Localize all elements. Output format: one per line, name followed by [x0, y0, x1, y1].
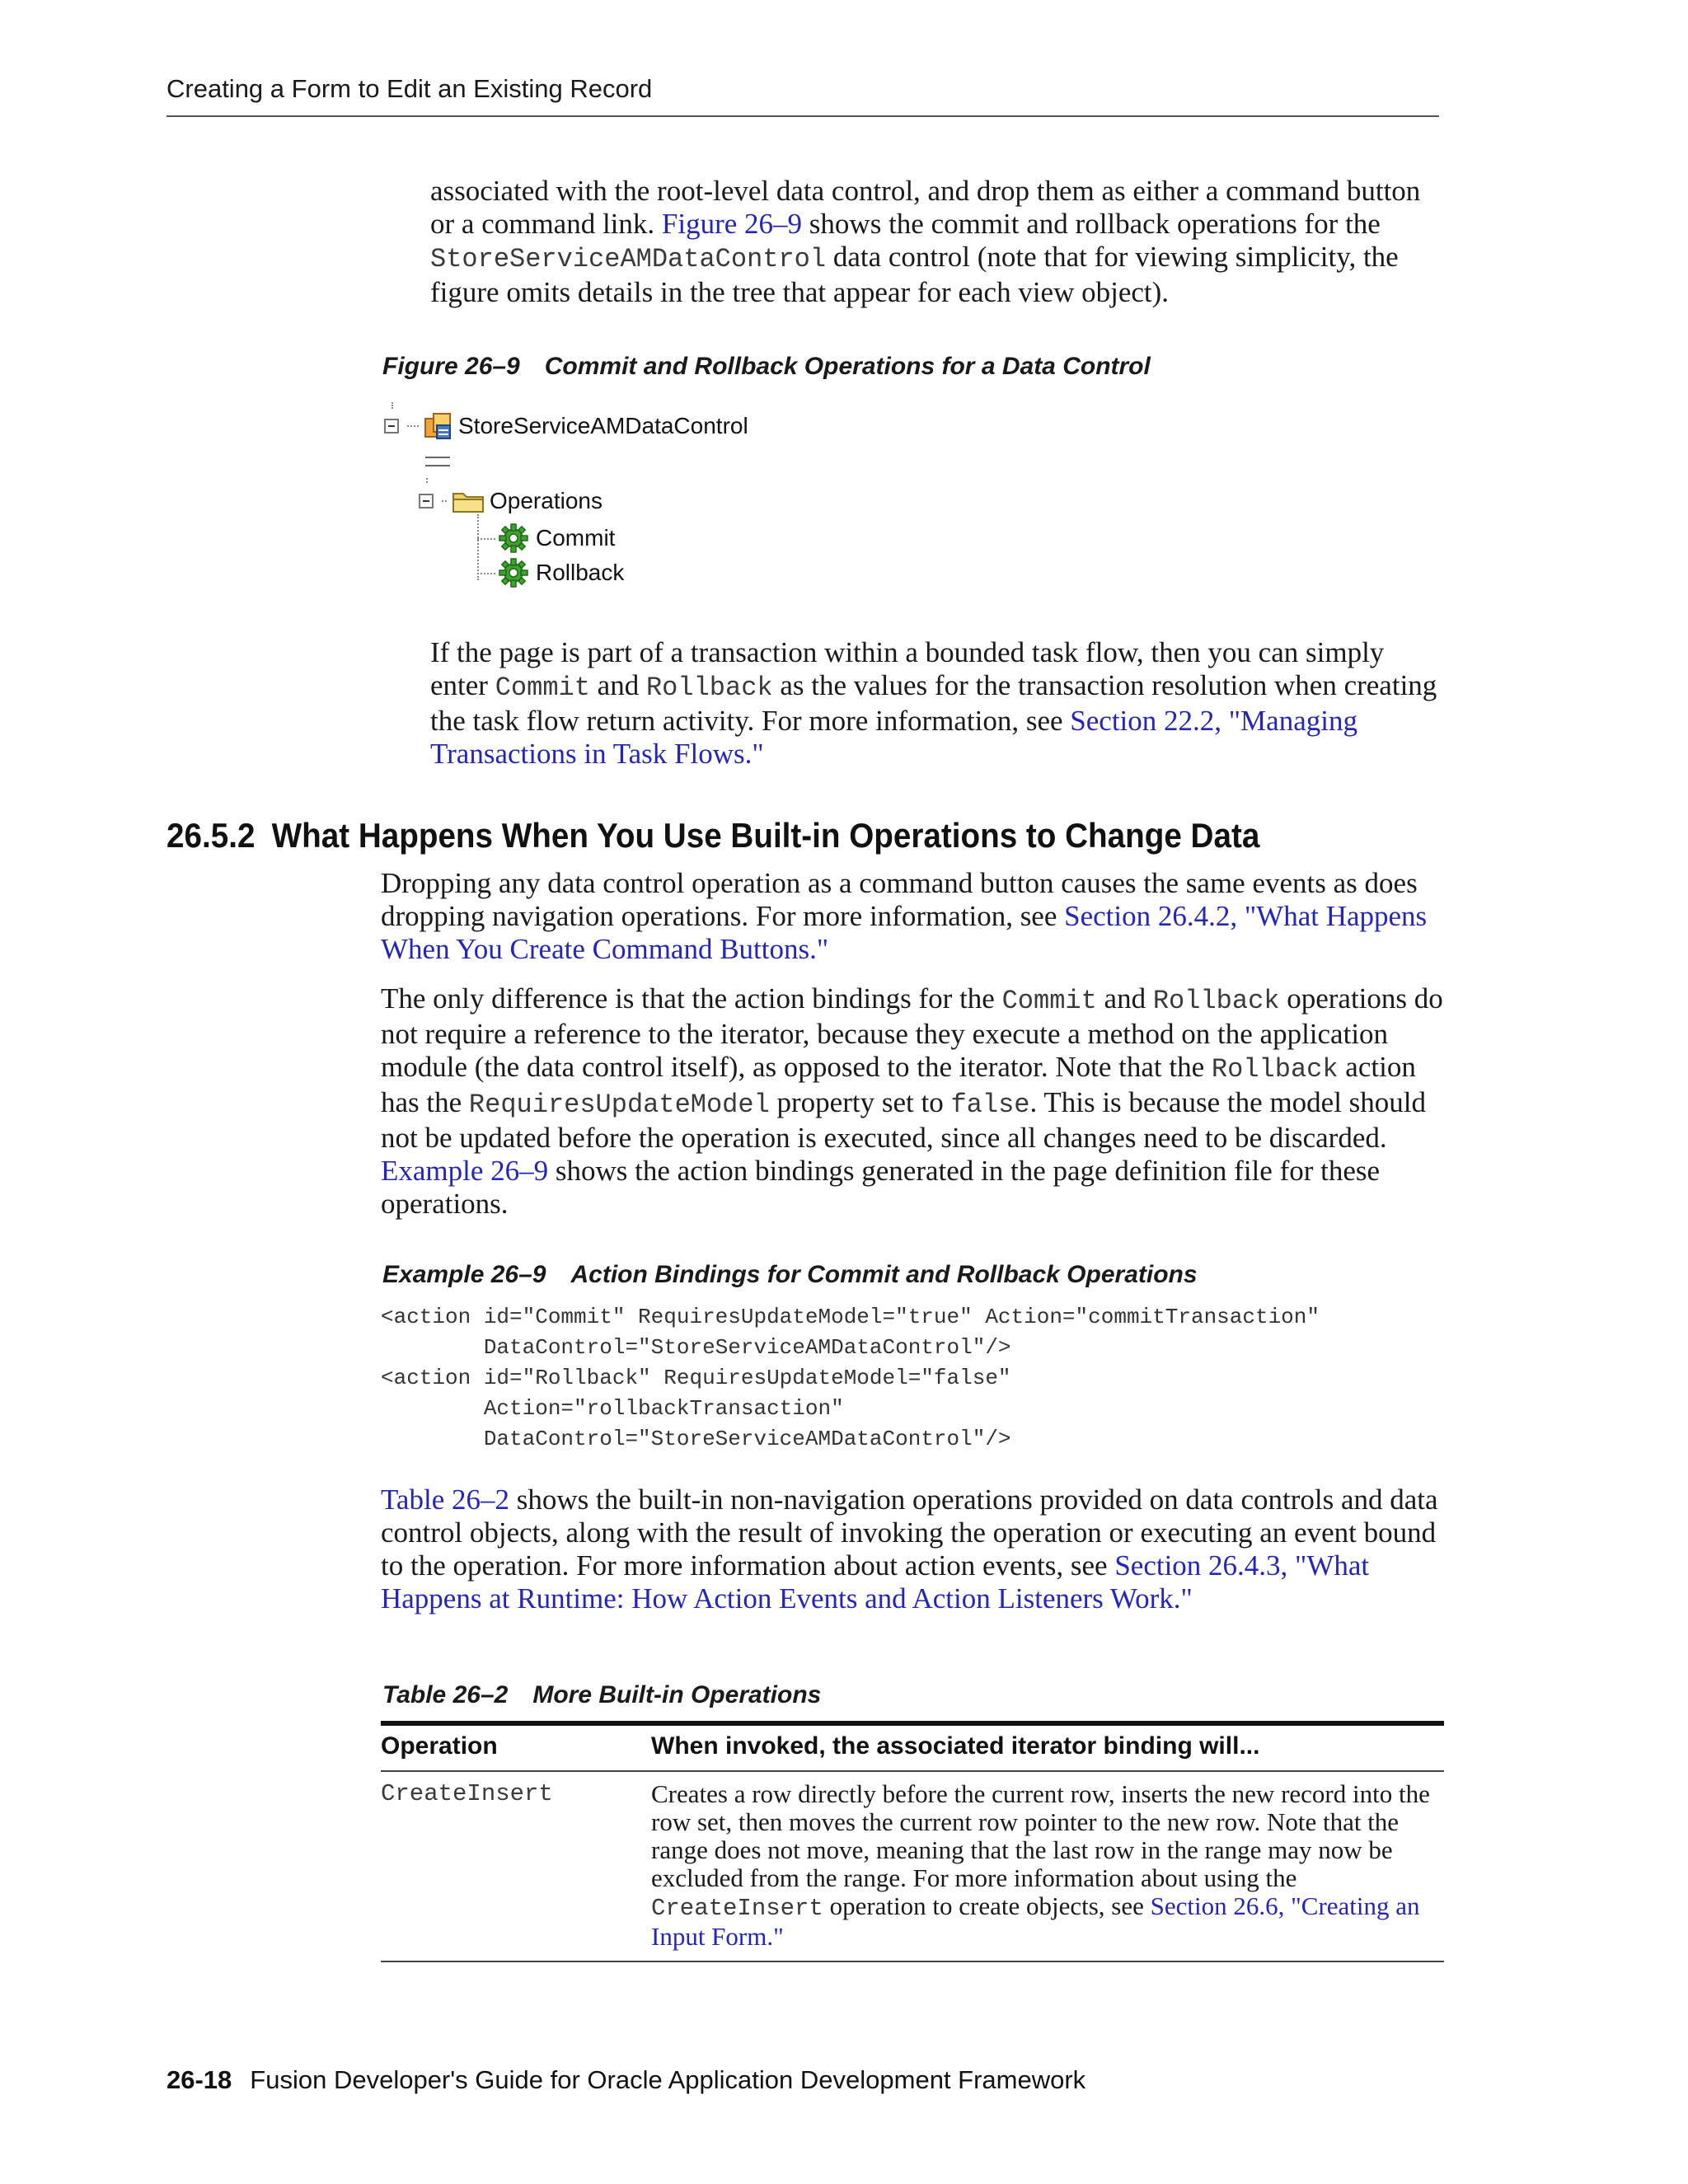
- running-header: Creating a Form to Edit an Existing Record: [166, 74, 1439, 117]
- desc-text-1: Creates a row directly before the current row, inserts the new record into the row set, then moves the current row pointer to the new row. Note that the range does not move, meaning that the last row in the range may now be excluded from the range. For more information about using the: [651, 1779, 1430, 1892]
- code-rollback: Rollback: [1211, 1054, 1339, 1085]
- dropping-paragraph: [381, 867, 1446, 966]
- tx-text-2: and: [589, 669, 646, 701]
- code-false: false: [950, 1090, 1030, 1120]
- page-number: 26-18: [166, 2065, 232, 2094]
- intro-text-3: data control (note that for viewing simplicity, the figure omits details in the tree that appear for each view object).: [430, 241, 1399, 308]
- example-title: Action Bindings for Commit and Rollback Operations: [570, 1261, 1198, 1288]
- intro-text-2: shows the commit and rollback operations for the: [802, 208, 1381, 240]
- tree-node-rollback[interactable]: [498, 557, 624, 588]
- section-26-6-link[interactable]: Section 26.6, "Creating an Input Form.": [651, 1891, 1420, 1951]
- operation-name: CreateInsert: [381, 1771, 651, 1961]
- book-title: Fusion Developer's Guide for Oracle Application Development Framework: [250, 2065, 1086, 2094]
- tree-root-label: StoreServiceAMDataControl: [458, 413, 748, 438]
- table-header-row: [381, 1723, 1444, 1771]
- diff-text-6: . This is because the model should not be updated before the operation is executed, since all changes need to be discarded.: [381, 1086, 1427, 1154]
- example-26-9-link[interactable]: Example 26–9: [381, 1155, 549, 1187]
- tree-item-commit-label: Commit: [536, 525, 616, 551]
- code-commit: Commit: [495, 673, 590, 703]
- table-row: [381, 1771, 1444, 1961]
- code-requiresupdatemodel: RequiresUpdateModel: [468, 1090, 770, 1120]
- tree-node-root[interactable]: [384, 412, 748, 440]
- figure-label: Figure 26–9: [382, 353, 520, 380]
- transaction-paragraph: [430, 636, 1446, 771]
- intro-paragraph: [430, 175, 1446, 309]
- diff-text-1: The only difference is that the action bindings for the: [381, 982, 1002, 1015]
- tree-node-commit[interactable]: [498, 523, 615, 554]
- tree-node-operations[interactable]: [419, 488, 603, 514]
- section-heading: [166, 816, 1259, 855]
- table-title: More Built-in Operations: [532, 1681, 822, 1708]
- table-label: Table 26–2: [382, 1681, 509, 1708]
- collapse-toggle-icon[interactable]: [384, 419, 399, 434]
- table-intro-paragraph: [381, 1483, 1446, 1615]
- diff-text-7: shows the action bindings generated in the page definition file for these operations.: [381, 1155, 1381, 1220]
- tree-item-rollback-label: Rollback: [536, 560, 625, 585]
- code-commit: Commit: [1001, 986, 1097, 1016]
- code-rollback: Rollback: [1152, 986, 1280, 1016]
- desc-text-2: operation to create objects, see: [823, 1891, 1151, 1920]
- folder-icon: [452, 489, 485, 513]
- section-22-2-link[interactable]: Section 22.2, "Managing Transactions in Task Flows.": [430, 705, 1357, 770]
- operation-description: [651, 1771, 1444, 1961]
- diff-text-5: property set to: [769, 1086, 951, 1118]
- tree-folder-label: Operations: [490, 488, 603, 513]
- section-title: What Happens When You Use Built-in Operations to Change Data: [271, 816, 1260, 855]
- example-caption: [382, 1261, 1198, 1289]
- diff-text-4: action has the: [381, 1051, 1416, 1118]
- code-createinsert: CreateInsert: [651, 1895, 823, 1922]
- page-footer: [166, 2065, 1085, 2095]
- datacontrol-icon: [424, 412, 453, 440]
- table-caption: [382, 1681, 821, 1709]
- example-label: Example 26–9: [382, 1261, 546, 1288]
- tx-text-1: If the page is part of a transaction within a bounded task flow, then you can simply enter: [430, 636, 1385, 701]
- code-datacontrol: StoreServiceAMDataControl: [430, 244, 827, 274]
- intro-text-1: associated with the root-level data control, and drop them as either a command button or a command link.: [430, 175, 1421, 240]
- tx-text-3: as the values for the transaction resolution when creating the task flow return activity. For more information, see: [430, 669, 1437, 737]
- code-example: <action id="Commit" RequiresUpdateModel="true" Action="commitTransaction" DataControl="StoreServiceAMDataControl"/> <action id="Rollback" RequiresUpdateModel="false" Action="rollbackTransaction" DataControl="StoreServiceAMDataControl"/>: [381, 1305, 1320, 1451]
- table-26-2-link[interactable]: Table 26–2: [381, 1483, 509, 1516]
- table-intro-text: shows the built-in non-navigation operations provided on data controls and data control objects, along with the result of invoking the operation or executing an event bound to the operation. For more information about action events, see: [381, 1483, 1438, 1582]
- section-26-4-2-link[interactable]: Section 26.4.2, "What Happens When You Create Command Buttons.": [381, 900, 1428, 965]
- figure-title: Commit and Rollback Operations for a Data Control: [544, 353, 1151, 380]
- collapsed-items-marker: [425, 457, 450, 466]
- figure-caption: [382, 353, 1151, 381]
- data-control-tree: [384, 402, 780, 597]
- diff-text-2: and: [1096, 982, 1153, 1015]
- gear-icon: [498, 557, 529, 588]
- section-26-4-3-link[interactable]: Section 26.4.3, "What Happens at Runtime: How Action Events and Action Listeners Work.": [381, 1549, 1370, 1615]
- gear-icon: [498, 523, 529, 554]
- operations-table: [381, 1721, 1444, 1962]
- code-rollback: Rollback: [645, 673, 773, 703]
- column-header-operation: Operation: [381, 1723, 651, 1771]
- section-number: 26.5.2: [166, 816, 256, 855]
- difference-paragraph: [381, 982, 1446, 1221]
- collapse-toggle-icon[interactable]: [419, 494, 434, 509]
- column-header-description: When invoked, the associated iterator binding will...: [651, 1723, 1444, 1771]
- diff-text-3: operations do not require a reference to the iterator, because they execute a method on the application module (the data control itself), as opposed to the iterator. Note that the: [381, 982, 1443, 1083]
- drop-text-1: Dropping any data control operation as a command button causes the same events as does dropping navigation operations. For more information, see: [381, 867, 1418, 932]
- figure-26-9-link[interactable]: Figure 26–9: [661, 208, 803, 240]
